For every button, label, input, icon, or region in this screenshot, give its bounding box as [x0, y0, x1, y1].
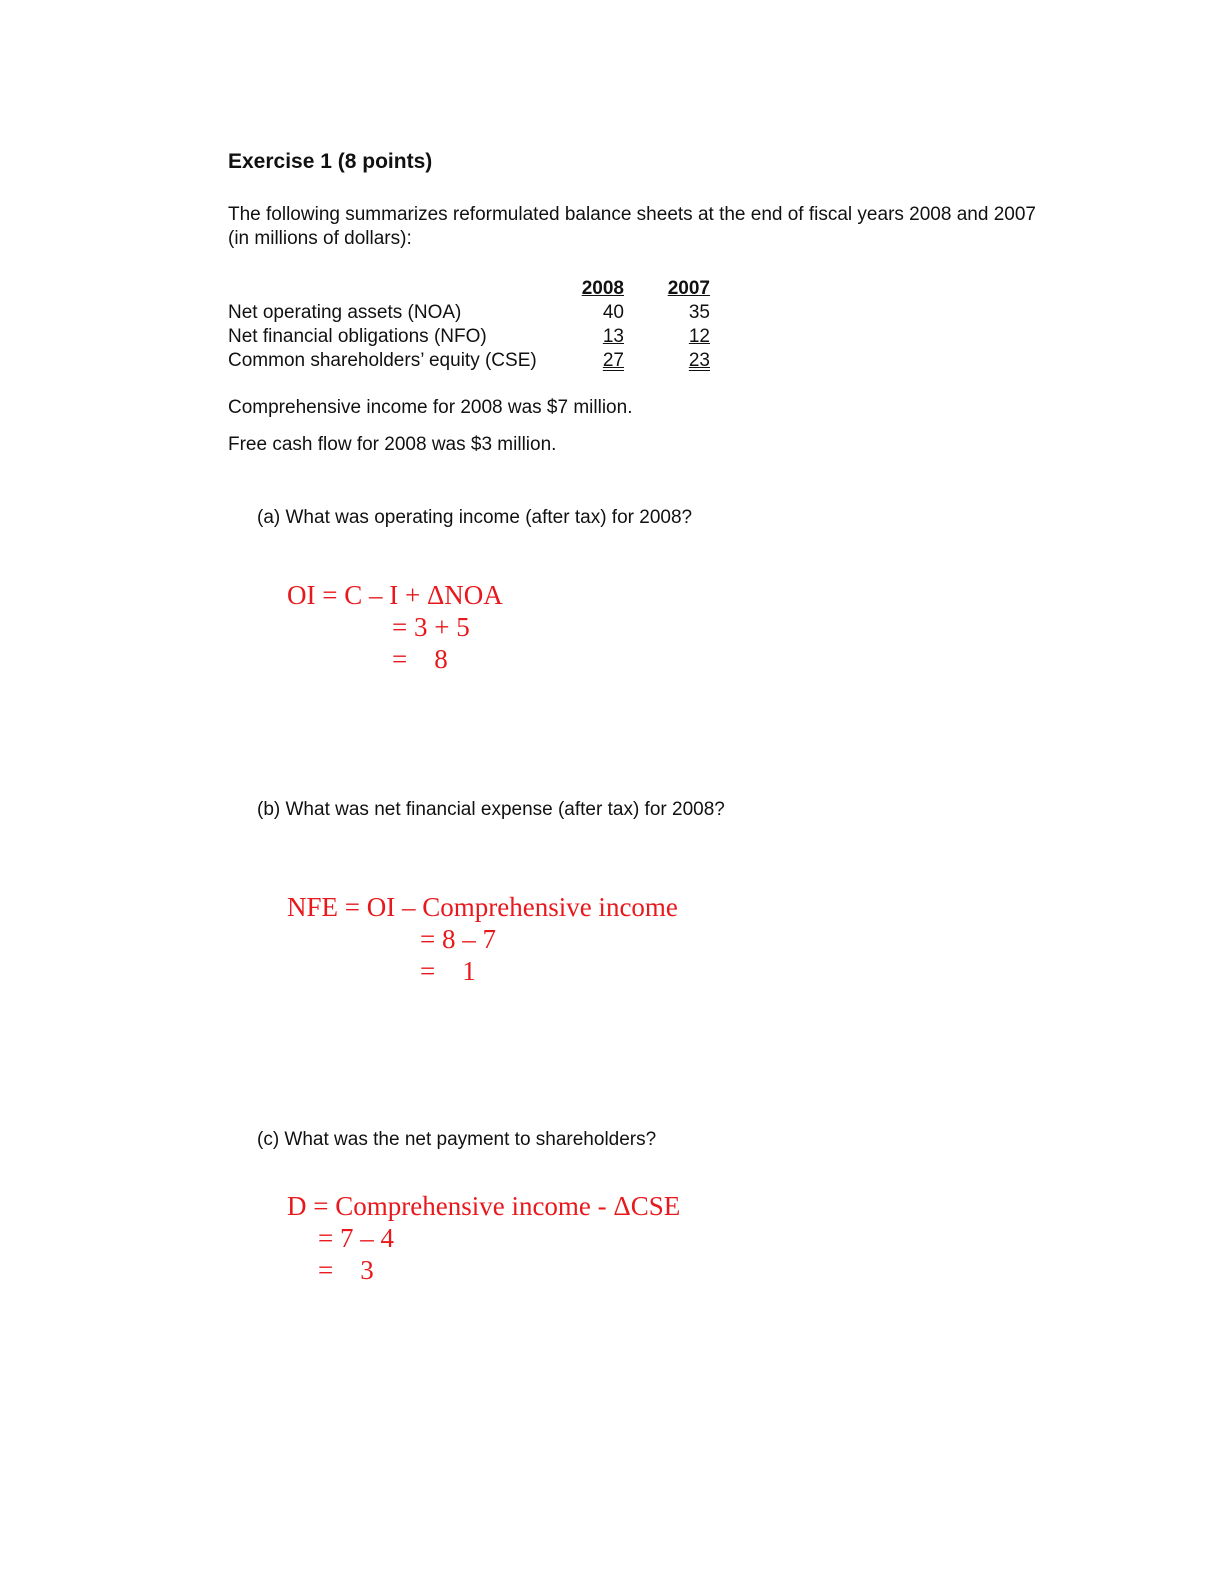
- cell-noa-2007: 35: [688, 302, 710, 323]
- answer-a-line-2: = 3 + 5: [392, 612, 470, 642]
- answer-b-line-3: = 1: [420, 956, 476, 986]
- row-label-noa: Net operating assets (NOA): [228, 302, 462, 323]
- answer-b-line-1: NFE = OI – Comprehensive income: [287, 892, 678, 922]
- answer-a-line-1: OI = C – I + ΔNOA: [287, 580, 503, 610]
- answer-c-line-3: = 3: [318, 1255, 374, 1285]
- comprehensive-income-statement: Comprehensive income for 2008 was $7 million.: [228, 397, 633, 418]
- column-header-2008: 2008: [581, 278, 624, 299]
- cell-nfo-2008: 13: [602, 326, 624, 347]
- row-label-nfo: Net financial obligations (NFO): [228, 326, 487, 347]
- question-c: (c) What was the net payment to shareholders?: [257, 1129, 657, 1150]
- cell-nfo-2007: 12: [688, 326, 710, 347]
- answer-c-line-1: D = Comprehensive income - ΔCSE: [287, 1191, 681, 1221]
- answer-a-line-3: = 8: [392, 644, 448, 674]
- exercise-title: Exercise 1 (8 points): [228, 150, 433, 173]
- answer-c-line-2: = 7 – 4: [318, 1223, 394, 1253]
- question-a: (a) What was operating income (after tax) for 2008?: [257, 507, 693, 528]
- intro-paragraph: [228, 203, 1036, 251]
- intro-line-2: (in millions of dollars):: [228, 228, 412, 249]
- cell-noa-2008: 40: [602, 302, 624, 323]
- cell-cse-2008: 27: [602, 350, 624, 371]
- column-header-2007: 2007: [667, 278, 710, 299]
- question-b: (b) What was net financial expense (after tax) for 2008?: [257, 799, 725, 820]
- free-cash-flow-statement: Free cash flow for 2008 was $3 million.: [228, 434, 557, 455]
- cell-cse-2007: 23: [688, 350, 710, 371]
- intro-line-1: The following summarizes reformulated balance sheets at the end of fiscal years 2008 and 2007: [228, 204, 1036, 225]
- answer-b-line-2: = 8 – 7: [420, 924, 496, 954]
- row-label-cse: Common shareholders’ equity (CSE): [228, 350, 537, 371]
